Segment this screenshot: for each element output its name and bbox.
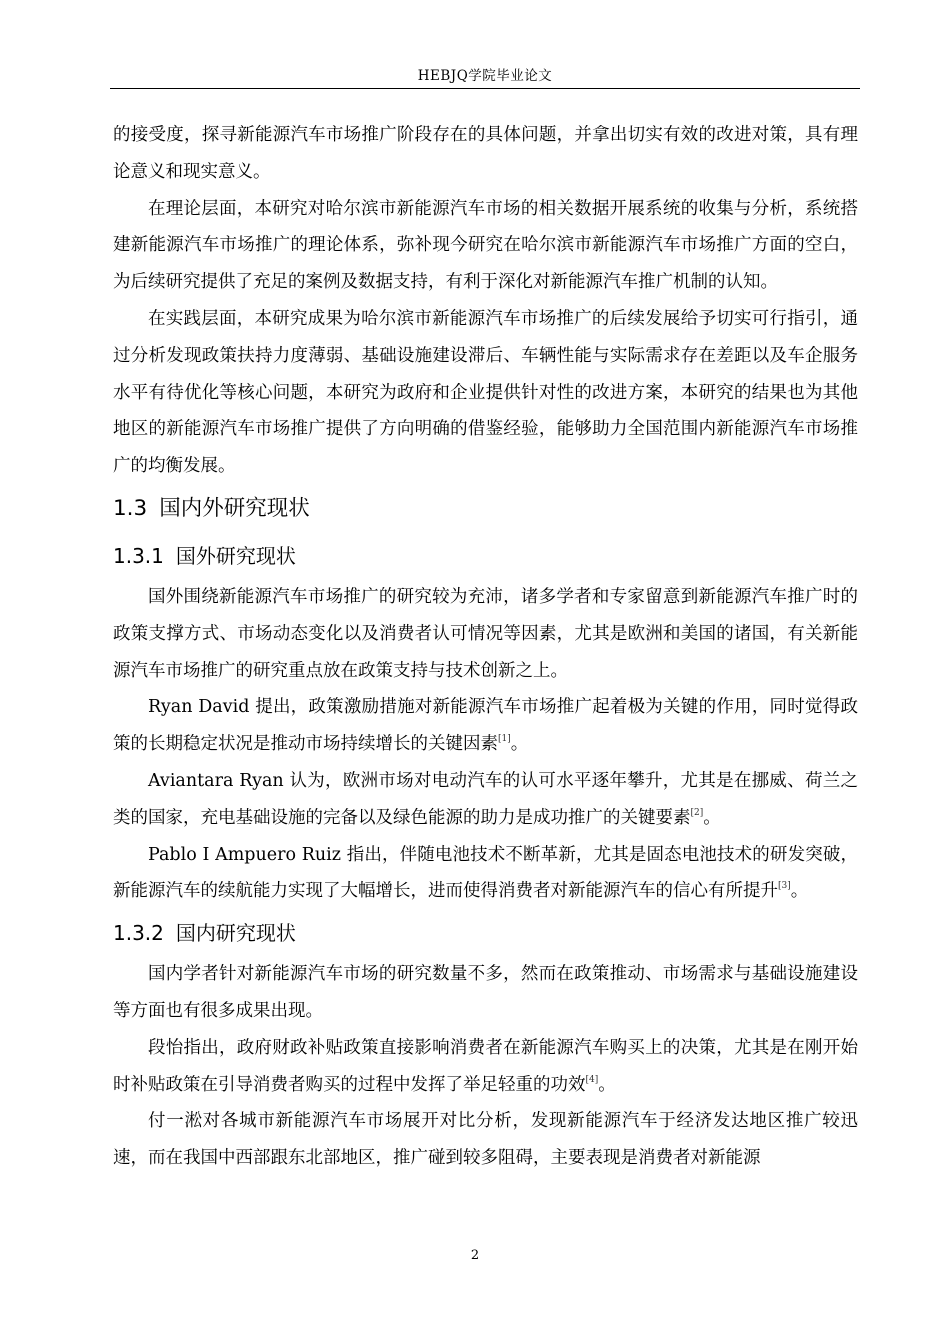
header-rule [110,88,860,89]
paragraph: 国外围绕新能源汽车市场推广的研究较为充沛，诸多学者和专家留意到新能源汽车推广时的政策支撑方式、市场动态变化以及消费者认可情况等因素，尤其是欧洲和美国的诸国，有关新能源汽车市场推广的研究重点放在政策支持与技术创新之上。 [113,586,858,681]
paragraph-text: 段怡指出，政府财政补贴政策直接影响消费者在新能源汽车购买上的决策，尤其是在刚开始时补贴政策在引导消费者购买的过程中发挥了举足轻重的功效 [113,1037,858,1095]
citation-ref: [4] [585,1074,599,1085]
paragraph-text: Ryan David 提出，政策激励措施对新能源汽车市场推广起着极为关键的作用，同时觉得政策的长期稳定状况是推动市场持续增长的关键因素 [113,697,858,755]
paragraph: 的接受度，探寻新能源汽车市场推广阶段存在的具体问题，并拿出切实有效的改进对策，具有理论意义和现实意义。 [113,125,858,182]
paragraph [113,1030,858,1104]
paragraph [113,689,858,763]
subsection-heading [113,533,858,579]
paragraph: 在实践层面，本研究成果为哈尔滨市新能源汽车市场推广的后续发展给予切实可行指引，通过分析发现政策扶持力度薄弱、基础设施建设滞后、车辆性能与实际需求存在差距以及车企服务水平有待优化等核心问题，本研究为政府和企业提供针对性的改进方案，本研究的结果也为其他地区的新能源汽车市场推广提供了方向明确的借鉴经验，能够助力全国范围内新能源汽车市场推广的均衡发展。 [113,308,858,477]
subsection-heading [113,910,858,956]
citation-ref: [2] [690,807,704,818]
page-number: 2 [470,1248,480,1263]
running-header: HEBJQ学院毕业论文 [417,68,553,84]
subsection-title: 国外研究现状 [175,543,296,568]
citation-ref: [1] [498,734,511,745]
paragraph-text: Aviantara Ryan 认为，欧洲市场对电动汽车的认可水平逐年攀升，尤其是在挪威、荷兰之类的国家，充电基础设施的完备以及绿色能源的助力是成功推广的关键要素 [113,770,858,828]
paragraph-end: 。 [790,881,809,902]
paragraph: 国内学者针对新能源汽车市场的研究数量不多，然而在政策推动、市场需求与基础设施建设等方面也有很多成果出现。 [113,964,858,1021]
paragraph: 在理论层面，本研究对哈尔滨市新能源汽车市场的相关数据开展系统的收集与分析，系统搭建新能源汽车市场推广的理论体系，弥补现今研究在哈尔滨市新能源汽车市场推广方面的空白，为后续研究提供了充足的案例及数据支持，有利于深化对新能源汽车推广机制的认知。 [113,198,858,293]
subsection-title: 国内研究现状 [175,921,296,946]
paragraph-end: 。 [703,807,721,828]
paragraph: 付一淞对各城市新能源汽车市场展开对比分析，发现新能源汽车于经济发达地区推广较迅速，而在我国中西部跟东北部地区，推广碰到较多阻碍，主要表现是消费者对新能源 [113,1111,858,1169]
paragraph [113,837,858,911]
page-body [113,117,858,1177]
paragraph-end: 。 [510,734,529,755]
section-heading [113,485,858,533]
section-title: 国内外研究现状 [159,495,310,521]
paragraph-end: 。 [598,1074,616,1095]
section-number: 1.3 [113,495,148,521]
subsection-number: 1.3.1 [113,543,164,568]
paragraph-text: Pablo I Ampuero Ruiz 指出，伴随电池技术不断革新，尤其是固态电池技术的研发突破，新能源汽车的续航能力实现了大幅增长，进而使得消费者对新能源汽车的信心有所提升 [113,844,858,902]
citation-ref: [3] [778,881,791,892]
subsection-number: 1.3.2 [113,921,164,946]
paragraph [113,763,858,837]
